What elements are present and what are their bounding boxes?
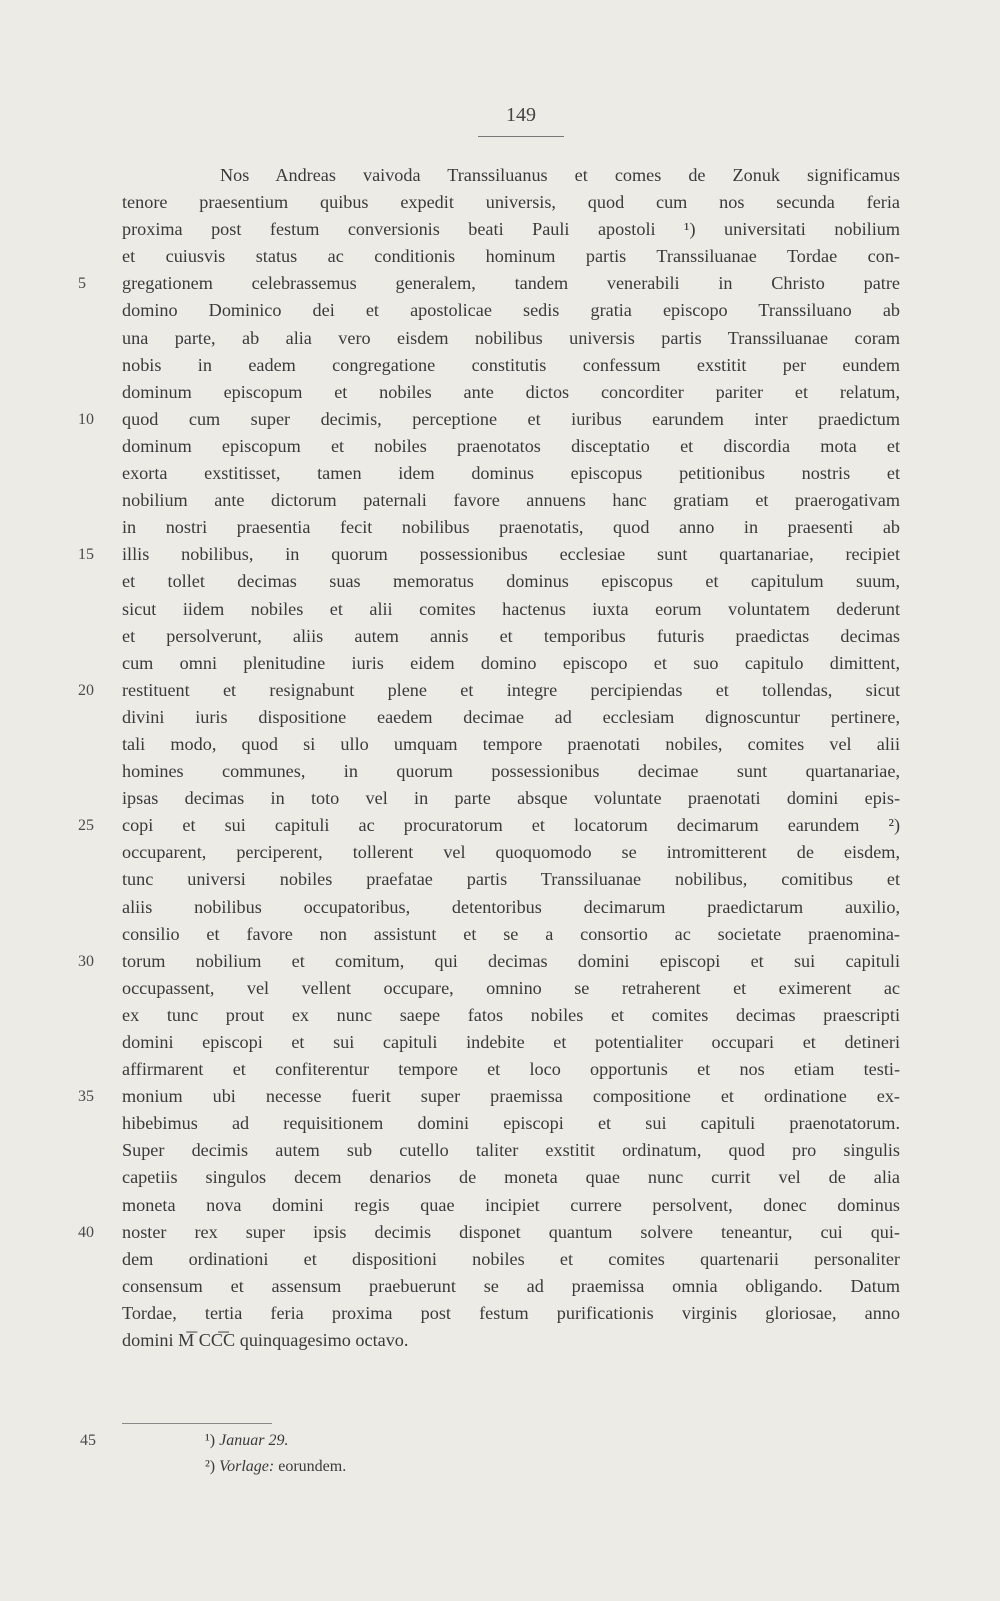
line-text: dem ordinationi et dispositioni nobiles et comites quartenarii personaliter [122,1248,900,1269]
text-line [122,975,900,1002]
text-line [122,1327,900,1354]
text-line [122,379,900,406]
line-number: 40 [78,1223,94,1241]
text-line [78,677,900,704]
text-line [78,948,900,975]
line-text: nobis in eadem congregatione constitutis confessum exstitit per eundem [122,354,900,375]
line-text: sicut iidem nobiles et alii comites hactenus iuxta eorum voluntatem dederunt [122,598,900,619]
text-line [122,1246,900,1273]
line-text: occuparent, perciperent, tollerent vel quoquomodo se intromitterent de eisdem, [122,842,900,863]
line-text: copi et sui capituli ac procuratorum et locatorum decimarum earundem ²) [122,815,900,836]
line-text: domino Dominico dei et apostolicae sedis gratia episcopo Transsiluano ab [122,300,900,321]
line-text: et cuiusvis status ac conditionis hominum partis Transsiluanae Tordae con- [122,246,900,267]
page-number: 149 [506,104,536,126]
line-text: moneta nova domini regis quae incipiet currere persolvent, donec dominus [122,1194,900,1215]
footnote-text: eorundem. [278,1458,347,1475]
line-text: aliis nobilibus occupatoribus, detentoribus decimarum praedictarum auxilio, [122,896,900,917]
line-number: 15 [78,546,94,564]
line-text: noster rex super ipsis decimis disponet quantum solvere teneantur, cui qui- [122,1221,900,1242]
text-line [122,731,900,758]
text-line [122,216,900,243]
text-line [122,325,900,352]
line-text: dominum episcopum et nobiles praenotatos disceptatio et discordia mota et [122,435,900,456]
line-text: tunc universi nobiles praefatae partis Transsiluanae nobilibus, comitibus et [122,869,900,890]
line-number: 20 [78,681,94,699]
line-text: monium ubi necesse fuerit super praemissa compositione et ordinatione ex- [122,1086,900,1107]
text-line [122,1164,900,1191]
text-line [122,758,900,785]
line-text: hibebimus ad requisitionem domini episcopi et sui capituli praenotatorum. [122,1113,900,1134]
text-line [122,1300,900,1327]
text-line [122,487,900,514]
line-text: affirmarent et confiterentur tempore et loco opportunis et nos etiam testi- [122,1059,900,1080]
text-line [122,514,900,541]
line-text: proxima post festum conversionis beati Pauli apostoli ¹) universitati nobilium [122,219,900,240]
line-text: Nos Andreas vaivoda Transsiluanus et comes de Zonuk significamus [220,165,900,185]
line-text: exorta exstitisset, tamen idem dominus episcopus petitionibus nostris et [122,463,900,484]
line-text: ex tunc prout ex nunc saepe fatos nobiles et comites decimas praescripti [122,1004,900,1025]
line-number: 35 [78,1088,94,1106]
text-line [122,1137,900,1164]
footnote-text: Januar 29. [219,1432,289,1449]
line-text: divini iuris dispositione eaedem decimae ad ecclesiam dignoscuntur pertinere, [122,706,900,727]
line-text: Tordae, tertia feria proxima post festum purificationis virginis gloriosae, anno [122,1302,900,1323]
footnote-2 [205,1458,346,1476]
line-text: nobilium ante dictorum paternali favore annuens hanc gratiam et praerogativam [122,490,900,511]
text-line [122,433,900,460]
footnote-mark: ¹) [205,1432,216,1449]
text-line [122,839,900,866]
charter-text [78,162,900,1354]
text-line [122,596,900,623]
footnote-rule [122,1423,272,1424]
text-line [122,704,900,731]
line-number: 5 [78,275,86,293]
line-text: et tollet decimas suas memoratus dominus episcopus et capitulum suum, [122,571,900,592]
line-text: torum nobilium et comitum, qui decimas domini episcopi et sui capituli [122,950,900,971]
page-number-rule [478,136,564,137]
text-line [122,650,900,677]
text-line [122,623,900,650]
text-line [122,1002,900,1029]
line-text: dominum episcopum et nobiles ante dictos concorditer pariter et relatum, [122,381,900,402]
text-line [122,460,900,487]
text-line [122,243,900,270]
line-number: 10 [78,410,94,428]
line-text: quod cum super decimis, perceptione et iuribus earundem inter praedictum [122,408,900,429]
line-text: Super decimis autem sub cutello taliter exstitit ordinatum, quod pro singulis [122,1140,900,1161]
line-text: una parte, ab alia vero eisdem nobilibus universis partis Transsiluanae coram [122,327,900,348]
text-line [78,812,900,839]
line-text: in nostri praesentia fecit nobilibus praenotatis, quod anno in praesenti ab [122,517,900,538]
text-line [122,894,900,921]
line-text: capetiis singulos decem denarios de moneta quae nunc currit vel de alia [122,1167,900,1188]
line-text: domini episcopi et sui capituli indebite et potentialiter occupari et detineri [122,1032,900,1052]
line-text: occupassent, vel vellent occupare, omnino se retraherent et eximerent ac [122,977,900,998]
text-line [122,1192,900,1219]
line-text: tenore praesentium quibus expedit universis, quod cum nos secunda feria [122,192,900,213]
text-line [122,921,900,948]
text-line [78,270,900,297]
line-text: illis nobilibus, in quorum possessionibus ecclesiae sunt quartanariae, recipiet [122,544,900,565]
text-line [122,568,900,595]
text-line [122,352,900,379]
text-line [122,162,900,189]
text-line [122,189,900,216]
footnote-mark: ²) [205,1458,216,1475]
line-text: cum omni plenitudine iuris eidem domino episcopo et suo capitulo dimittent, [122,652,900,673]
line-text: ipsas decimas in toto vel in parte absque voluntate praenotati domini epis- [122,788,900,809]
text-line [122,1273,900,1300]
line-text: consensum et assensum praebuerunt se ad praemissa omnia obligando. Datum [122,1275,900,1296]
line-text: homines communes, in quorum possessionibus decimae sunt quartanariae, [122,761,900,782]
footnote-label: Vorlage: [219,1458,275,1475]
line-text: gregationem celebrassemus generalem, tandem venerabili in Christo patre [122,273,900,294]
line-number: 25 [78,817,94,835]
text-line [78,1219,900,1246]
text-line [122,1056,900,1083]
line-number: 45 [80,1432,96,1449]
text-line [122,785,900,812]
line-text: tali modo, quod si ullo umquam tempore praenotati nobiles, comites vel alii [122,733,900,754]
line-text: consilio et favore non assistunt et se a consortio ac societate praenomina- [122,923,900,944]
text-line [78,1083,900,1110]
text-line [122,1110,900,1137]
text-line [122,1029,900,1056]
line-text: domini M͞ CC͞C quinquagesimo octavo. [122,1330,409,1351]
text-line [78,541,900,568]
text-line [122,297,900,324]
text-line [122,866,900,893]
line-text: restituent et resignabunt plene et integre percipiendas et tollendas, sicut [122,679,900,700]
text-line [78,406,900,433]
footnote-1 [205,1432,288,1450]
line-number: 30 [78,952,94,970]
line-text: et persolverunt, aliis autem annis et temporibus futuris praedictas decimas [122,625,900,646]
